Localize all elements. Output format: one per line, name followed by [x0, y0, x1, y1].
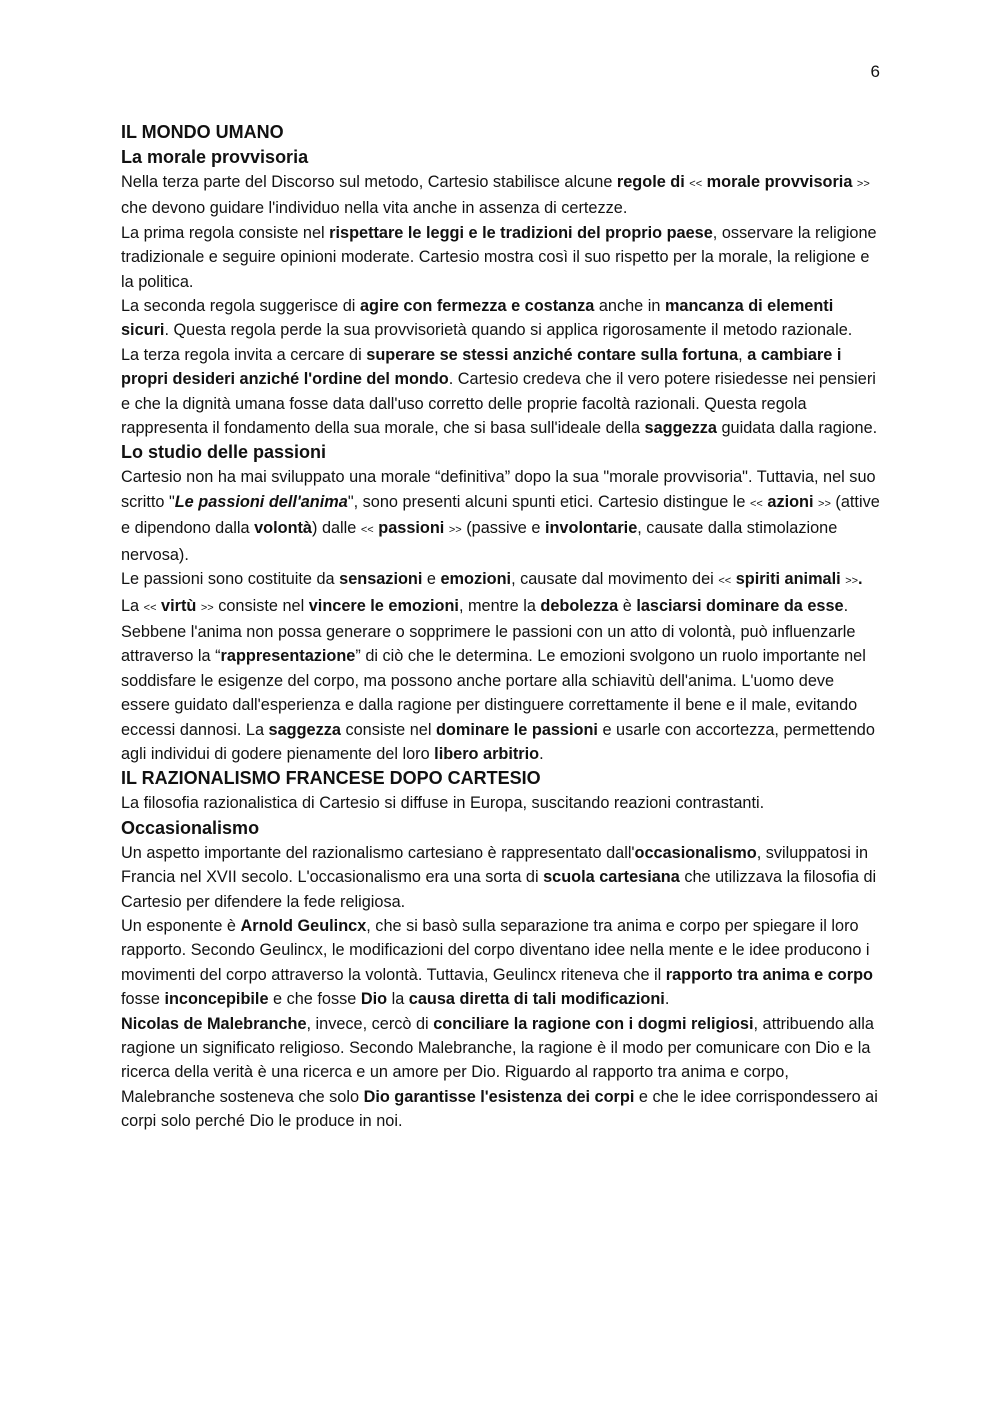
bold-text: involontarie	[544, 519, 638, 538]
text-run: , sviluppatosi in Francia nel XVII secolo. L'occasionalismo era una sorta di	[121, 843, 869, 887]
guillemet: <<	[143, 601, 157, 614]
text-run: La filosofia razionalistica di Cartesio si diffuse in Europa, suscitando reazioni contrastanti.	[121, 794, 765, 813]
bold-text: rispettare le leggi e le tradizioni del proprio paese	[329, 223, 713, 242]
text-run: , osservare la religione tradizionale e seguire opinioni moderate. Cartesio mostra così il suo rispetto per la morale, la religione e la politica.	[121, 223, 877, 291]
guillemet: <<	[750, 497, 763, 510]
paragraph	[121, 221, 881, 294]
text-run: , mentre la	[458, 596, 541, 615]
paragraph	[121, 1012, 881, 1134]
text-run: guidata dalla ragione.	[716, 419, 878, 438]
page-number: 6	[870, 62, 880, 81]
bold-text: rappresentazione	[220, 647, 356, 666]
paragraph	[121, 465, 881, 567]
bold-text: regole di	[616, 173, 690, 191]
guillemet: >>	[448, 524, 462, 537]
bold-text: Nicolas de Malebranche	[121, 1014, 307, 1033]
text-run: .	[539, 744, 544, 763]
guillemet: >>	[856, 178, 870, 190]
text-run: fosse	[121, 990, 165, 1009]
heading-occasionalismo: Occasionalismo	[121, 817, 260, 838]
text-run: ,	[738, 345, 748, 364]
text-run: (attive e dipendono dalla	[121, 492, 880, 538]
bold-text: vincere le emozioni	[308, 596, 459, 615]
guillemet: <<	[689, 178, 703, 190]
bold-text: emozioni	[440, 570, 512, 589]
document-body	[121, 120, 881, 1134]
paragraph	[121, 567, 881, 766]
heading-il-mondo-umano: IL MONDO UMANO	[121, 122, 284, 142]
text-run: è	[618, 596, 637, 615]
text-run: . Questa regola perde la sua provvisorietà quando si applica rigorosamente il metodo razionale.	[164, 321, 853, 340]
text-run: e che fosse	[268, 990, 361, 1009]
guillemet: >>	[845, 575, 859, 588]
text-run: La terza regola invita a cercare di	[121, 345, 367, 364]
bold-text: volontà	[254, 519, 312, 538]
bold-italic-title: Le passioni dell'anima	[174, 492, 348, 511]
text-run: .	[664, 990, 670, 1009]
text-run: Un esponente è	[121, 916, 241, 935]
text-run: ) dalle	[312, 519, 361, 538]
bold-text: a cambiare i propri desideri anziché l'ordine del mondo	[121, 345, 842, 389]
text-run: . Sebbene l'anima non possa generare o sopprimere le passioni con un atto di volontà, può influenzarle attraverso la “	[121, 596, 856, 666]
bold-text: rapporto tra anima e corpo	[665, 965, 873, 984]
text-run: che devono guidare l'individuo nella vita anche in assenza di certezze.	[121, 199, 628, 218]
text-run: la	[387, 990, 409, 1009]
heading-studio-passioni: Lo studio delle passioni	[121, 442, 327, 463]
text-run: ", sono presenti alcuni spunti etici. Cartesio distingue le	[347, 492, 750, 511]
text-run: e	[422, 570, 441, 589]
text-run: Le passioni sono costituite da	[121, 570, 340, 589]
guillemet: <<	[718, 575, 732, 588]
text-run: e che le idee corrispondessero ai corpi solo perché Dio le produce in noi.	[121, 1087, 878, 1131]
bold-text: inconcepibile	[164, 990, 269, 1009]
bold-text: saggezza	[644, 419, 717, 438]
paragraph	[121, 841, 881, 914]
heading-morale-provvisoria: La morale provvisoria	[121, 147, 309, 167]
text-run: , invece, cercò di	[306, 1014, 434, 1033]
text-run: anche in	[594, 297, 665, 316]
paragraph	[121, 170, 881, 221]
text-run: La seconda regola suggerisce di	[121, 297, 360, 316]
bold-text: libero arbitrio	[434, 744, 540, 763]
bold-text: occasionalismo	[634, 843, 757, 862]
text-run: , causate dal movimento dei	[511, 570, 719, 589]
paragraph	[121, 791, 881, 815]
text-run: La	[121, 596, 144, 615]
text-run: , causate dalla stimolazione nervosa).	[121, 519, 838, 564]
bold-text: scuola cartesiana	[543, 868, 680, 887]
bold-text: saggezza	[268, 720, 341, 739]
text-run: che utilizzava la filosofia di Cartesio per difendere la fede religiosa.	[121, 868, 877, 911]
bold-text: lasciarsi dominare da esse	[636, 596, 844, 615]
paragraph	[121, 343, 881, 441]
text-run: e usarle con accortezza, permettendo agli individui di godere pienamente del loro	[121, 720, 875, 763]
text-run: consiste nel	[340, 720, 436, 739]
guillemet: >>	[200, 601, 214, 614]
bold-text: Dio	[360, 990, 388, 1009]
guillemet: <<	[360, 524, 374, 537]
bold-text: .	[858, 570, 863, 589]
bold-text: passioni	[373, 519, 449, 538]
text-run: La prima regola consiste nel	[121, 223, 330, 242]
text-run: Un aspetto importante del razionalismo cartesiano è rappresentato dall'	[121, 843, 635, 862]
bold-text: Arnold Geulincx	[240, 916, 367, 935]
paragraph	[121, 914, 881, 1012]
text-run: , attribuendo alla ragione un significato religioso. Secondo Malebranche, la ragione è il modo per comunicare con Dio e la ricerca della verità è una ricerca e un amore per Dio. Riguardo al rapporto tra anima e corpo, Malebranche sosteneva che solo	[121, 1014, 874, 1106]
bold-text: Dio garantisse l'esistenza dei corpi	[363, 1087, 635, 1106]
bold-text: debolezza	[540, 596, 619, 615]
text-run: consiste nel	[213, 596, 309, 615]
text-run: , che si basò sulla separazione tra anima e corpo per spiegare il loro rapporto. Secondo Geulincx, le modificazioni del corpo diventano idee nella mente e le idee producono i movimenti del corpo attraverso la volontà. Tuttavia, Geulincx riteneva che il	[121, 916, 870, 984]
text-run: (passive e	[461, 519, 545, 538]
bold-text: causa diretta di tali modificazioni	[408, 990, 665, 1009]
bold-text: virtù	[156, 596, 201, 615]
bold-text: sensazioni	[339, 570, 423, 589]
text-run: Nella terza parte del Discorso sul metodo, Cartesio stabilisce alcune	[121, 173, 617, 191]
bold-text: conciliare la ragione con i dogmi religiosi	[433, 1014, 754, 1033]
text-run: Cartesio non ha mai sviluppato una morale “definitiva” dopo la sua "morale provvisoria". Tuttavia, nel suo scritto "	[121, 468, 876, 511]
bold-text: superare se stessi anziché contare sulla fortuna	[366, 345, 739, 364]
heading-razionalismo-francese: IL RAZIONALISMO FRANCESE DOPO CARTESIO	[121, 768, 541, 789]
text-run: ” di ciò che le determina. Le emozioni svolgono un ruolo importante nel soddisfare le esigenze del corpo, ma possono anche portare alla schiavitù dell'anima. L'uomo deve essere guidato dall'esperienza e dalla ragione per distinguere correttamente il bene e il male, evitando eccessi dannosi. La	[121, 647, 866, 739]
paragraph	[121, 294, 881, 343]
bold-text: morale provvisoria	[702, 173, 857, 191]
bold-text: mancanza di elementi sicuri	[121, 297, 834, 340]
bold-text: agire con fermezza e costanza	[359, 297, 595, 316]
bold-text: dominare le passioni	[435, 720, 598, 739]
guillemet: >>	[818, 497, 831, 510]
bold-text: spiriti animali	[731, 570, 846, 589]
bold-text: azioni	[762, 492, 819, 511]
text-run: . Cartesio credeva che il vero potere risiedesse nei pensieri e che la dignità umana fosse data dall'uso corretto delle proprie facoltà razionali. Questa regola rappresenta il fondamento della sua morale, che si basa sull'ideale della	[121, 370, 876, 438]
